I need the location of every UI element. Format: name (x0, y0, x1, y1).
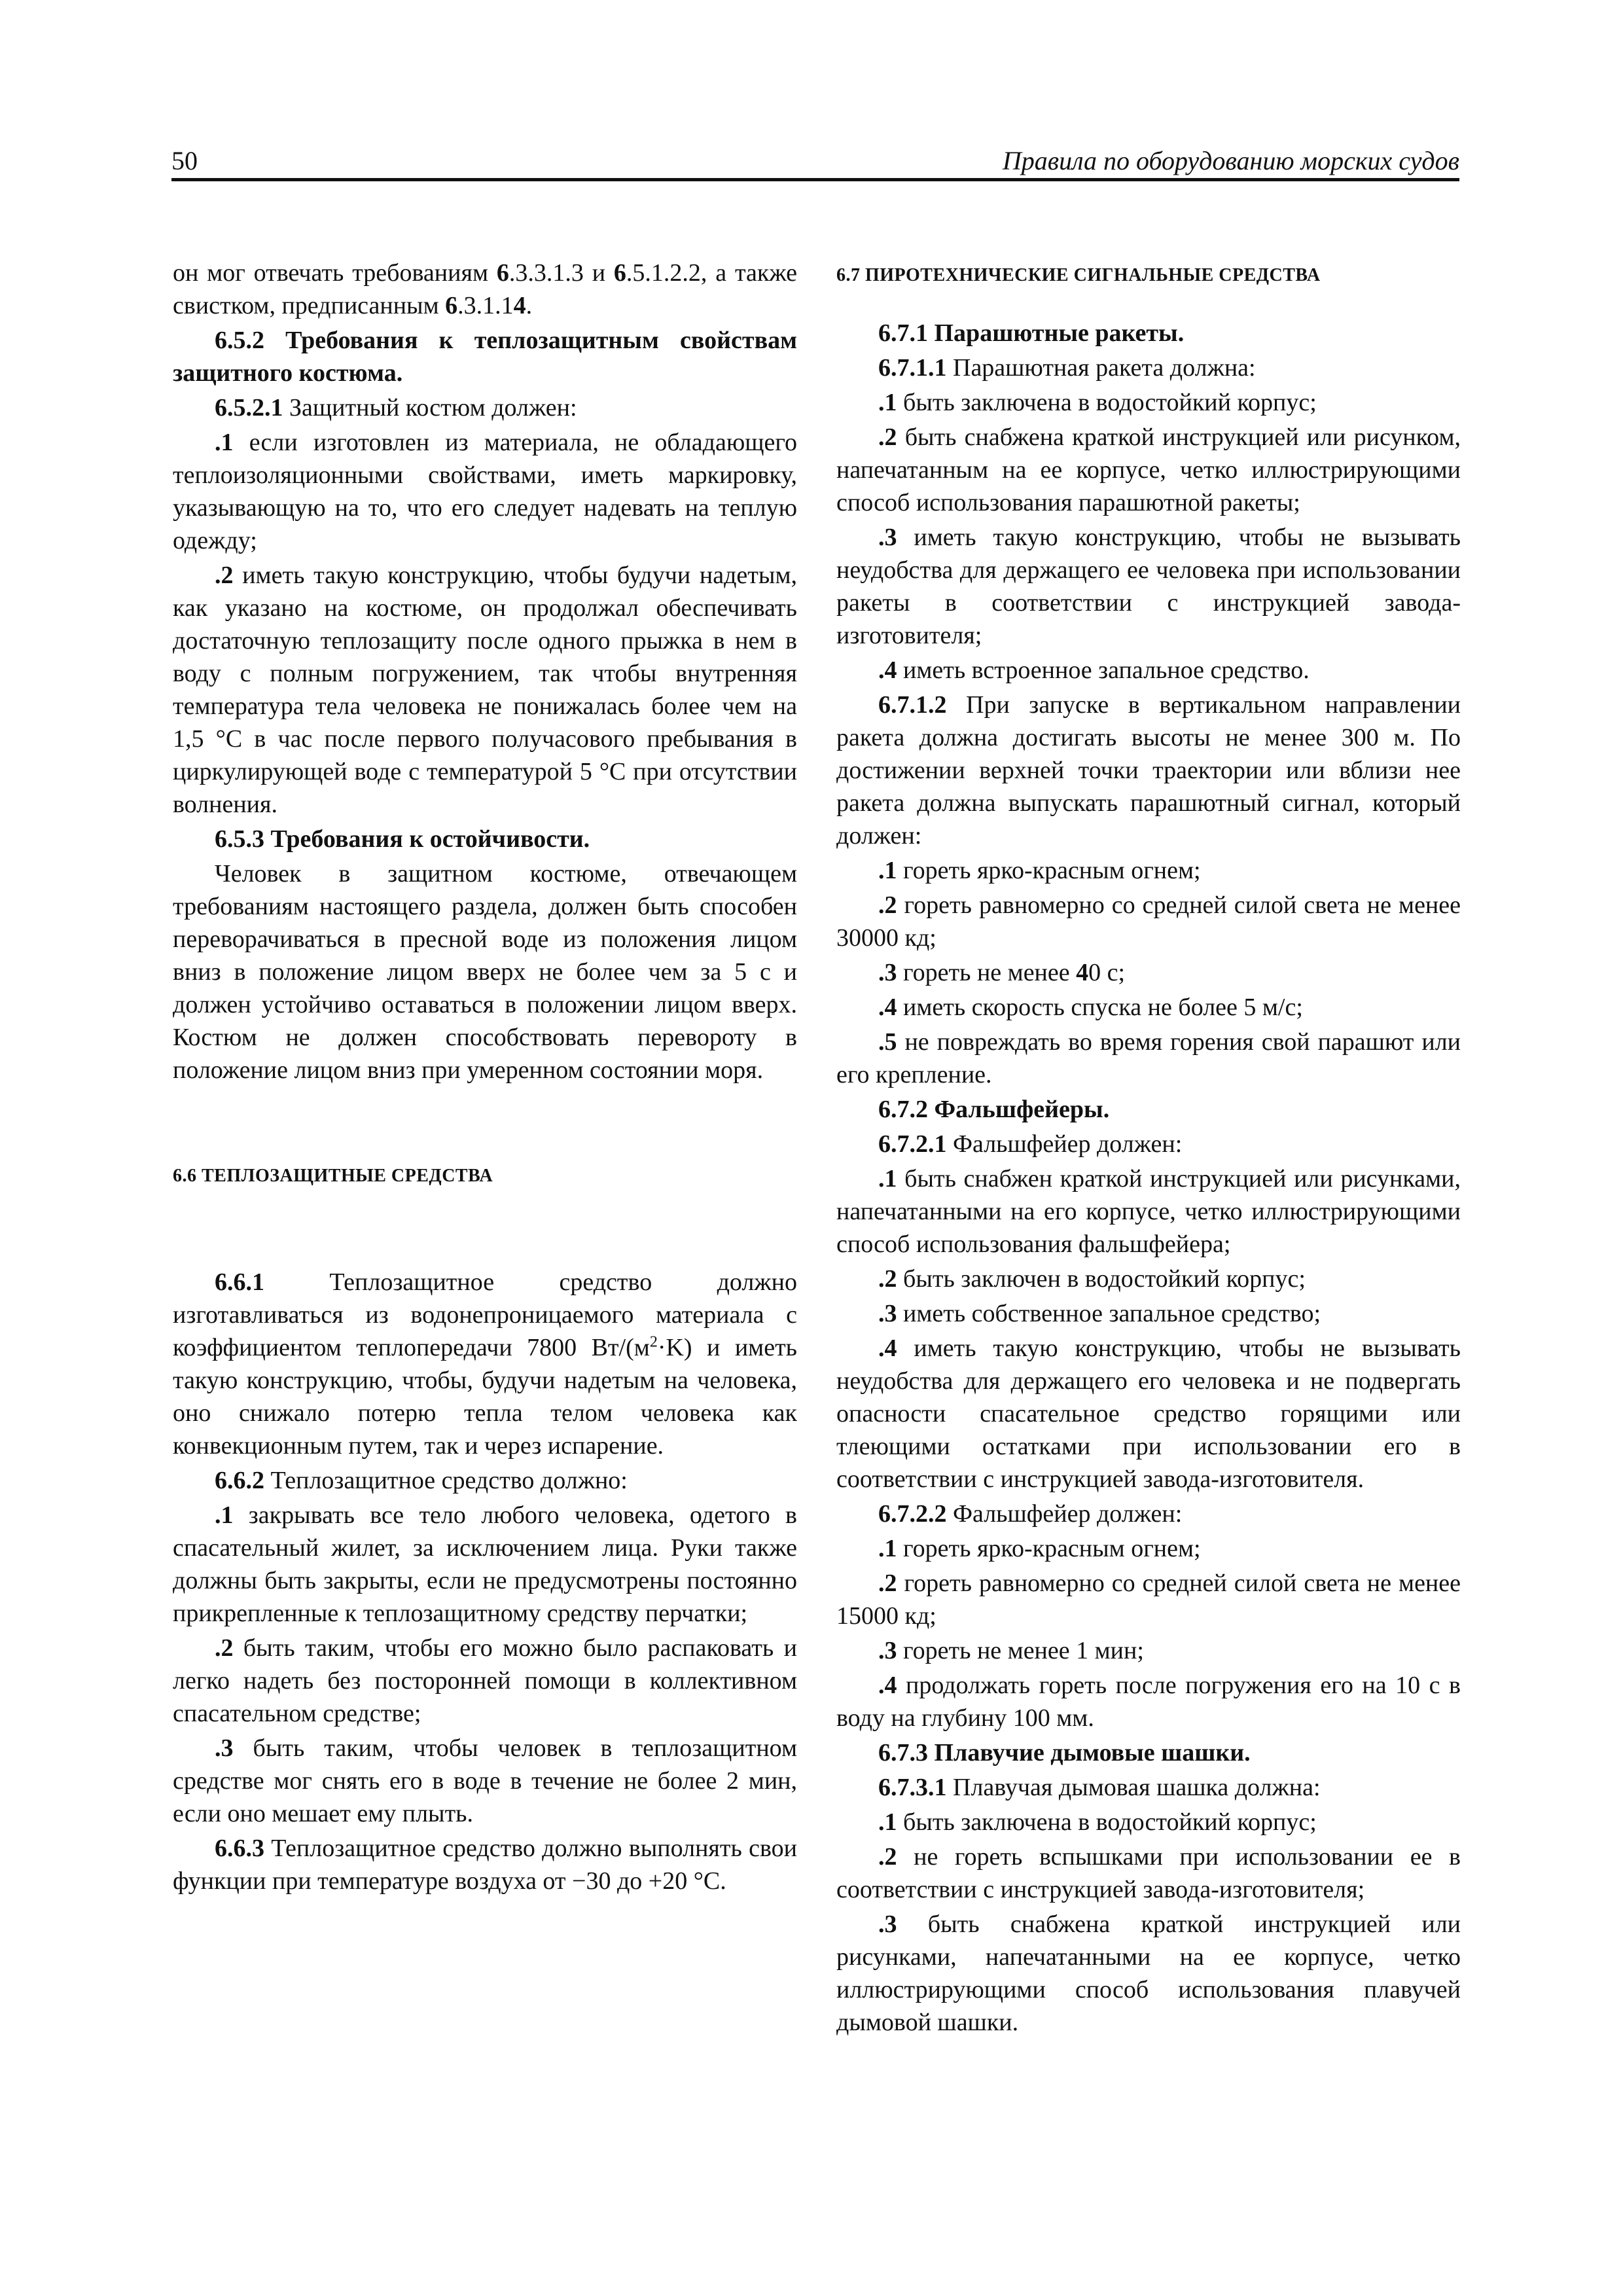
clause-number: 6.7.1.2 (878, 691, 947, 719)
text: Теплозащитное средство должно изготавливаться из водонепроницаемого материала с коэффициентом теплопередачи 7800 Вт/(м (173, 1268, 797, 1361)
item-number: .4 (878, 1672, 897, 1699)
clause-number: 6.6.2 (215, 1467, 264, 1494)
item-number: .1 (878, 1165, 897, 1193)
text: быть снабжена краткой инструкцией или рисунком, напечатанным на ее корпусе, четко иллюстрирующими способ использования парашютной ракеты; (836, 423, 1461, 516)
text: не гореть вспышками при использовании ее в соответствии с инструкцией завода-изготовителя; (836, 1843, 1461, 1903)
item-number: .3 (878, 1910, 897, 1938)
text: Парашютная ракета должна: (946, 354, 1256, 382)
paragraph-6-5-3: Человек в защитном костюме, отвечающем требованиям настоящего раздела, должен быть способен переворачиваться в пресной воде из положения лицом вниз в положение лицом вверх не более чем за 5 с и должен устойчиво оставаться в положении лицом вверх. Костюм не должен способствовать перевороту в положение лицом вниз при умеренном состоянии моря. (173, 860, 797, 1084)
list-item (836, 386, 1461, 419)
text: гореть ярко-красным огнем; (897, 1535, 1201, 1562)
text: быть таким, чтобы человек в теплозащитном средстве мог снять его в воде в течение не более 2 мин, если оно мешает ему плыть. (173, 1734, 797, 1827)
list-item (836, 991, 1461, 1024)
ref: 4 (513, 292, 526, 319)
text: 0 с; (1088, 959, 1126, 986)
ref: 6 (445, 292, 458, 319)
text: не повреждать во время горения свой парашют или его крепление. (836, 1028, 1461, 1088)
list-item (836, 1297, 1461, 1330)
clause-number: 6.7.1.1 (878, 354, 947, 382)
text: гореть равномерно со средней силой света не менее 30000 кд; (836, 891, 1461, 952)
item-number: .4 (878, 994, 897, 1021)
text: иметь такую конструкцию, чтобы не вызывать неудобства для держащего ее человека при использовании ракеты в соответствии с инструкцией завода-изготовителя; (836, 524, 1461, 649)
left-column (173, 257, 797, 1899)
text: Фальшфейер должен: (946, 1130, 1183, 1158)
text: гореть не менее (897, 959, 1077, 986)
list-item (173, 426, 797, 557)
text: .3.1.1 (457, 292, 514, 319)
item-number: .3 (878, 1300, 897, 1327)
list-item (836, 421, 1461, 519)
text: гореть ярко-красным огнем; (897, 857, 1201, 884)
text: Теплозащитное средство должно: (264, 1467, 628, 1494)
list-item (836, 1532, 1461, 1565)
text: закрывать все тело любого человека, одетого в спасательный жилет, за исключением лица. Руки также должны быть закрыты, если не предусмотрены постоянно прикрепленные к теплозащитному средству перчатки; (173, 1501, 797, 1627)
text: иметь такую конструкцию, чтобы будучи надетым, как указано на костюме, он продолжал обеспечивать достаточную теплозащиту после одного прыжка в нем в воду с полным погружением, так чтобы внутренняя температура тела человека не понижалась более чем на 1,5 °С в час после первого получасового пребывания в циркулирующей воде с температурой 5 °С при отсутствии волнения. (173, 562, 797, 818)
clause-number: 6.7.3.1 (878, 1774, 947, 1801)
list-item (173, 1499, 797, 1630)
clause-number: 6.7.2.1 (878, 1130, 947, 1158)
list-item (836, 521, 1461, 652)
clause-number: 6.6.1 (215, 1268, 264, 1296)
item-number: .2 (215, 562, 234, 589)
right-column (836, 257, 1461, 2041)
bold-digit: 4 (1076, 959, 1089, 986)
list-item (836, 1162, 1461, 1261)
header-rule (171, 178, 1459, 181)
text: он мог отвечать требованиям (173, 259, 497, 287)
list-item (836, 1332, 1461, 1496)
text: быть снабжена краткой инструкцией или рисунками, напечатанными на ее корпусе, четко иллюстрирующими способ использования плавучей дымовой шашки. (836, 1910, 1461, 2036)
item-number: .2 (215, 1634, 234, 1662)
section-title-6-6: 6.6 ТЕПЛОЗАЩИТНЫЕ СРЕДСТВА (173, 1166, 493, 1186)
item-number: .3 (878, 524, 897, 551)
text: гореть равномерно со средней силой света не менее 15000 кд; (836, 1570, 1461, 1630)
item-number: .1 (878, 389, 897, 416)
item-number: .3 (878, 1637, 897, 1664)
paragraph-6-7-1-1 (836, 351, 1461, 384)
list-item (836, 1806, 1461, 1839)
text: иметь такую конструкцию, чтобы не вызывать неудобства для держащего его человека и не подвергать опасности спасательное средство горящими или тлеющими остатками при использовании его в соответствии с инструкцией завода-изготовителя. (836, 1335, 1461, 1493)
item-number: .1 (878, 1808, 897, 1836)
item-number: .2 (878, 423, 897, 451)
heading-6-7-1: 6.7.1 Парашютные ракеты. (878, 319, 1185, 347)
text: Теплозащитное средство должно выполнять свои функции при температуре воздуха от −30 до +20 °С. (173, 1835, 797, 1895)
item-number: .1 (878, 1535, 897, 1562)
list-item (836, 1567, 1461, 1632)
clause-number: 6.7.2.2 (878, 1500, 947, 1528)
item-number: .1 (215, 1501, 234, 1529)
paragraph-6-5-2-1 (173, 391, 797, 424)
clause-number: 6.6.3 (215, 1835, 264, 1862)
text: .5.1.2.2, а также свистком, предписанным (173, 259, 797, 319)
paragraph-continuation (173, 257, 797, 322)
running-title: Правила по оборудованию морских судов (1002, 146, 1459, 175)
item-number: .1 (215, 429, 234, 456)
list-item (836, 956, 1461, 989)
list-item (836, 1840, 1461, 1906)
section-title-6-7: 6.7 ПИРОТЕХНИЧЕСКИЕ СИГНАЛЬНЫЕ СРЕДСТВА (836, 265, 1321, 285)
list-item (173, 1732, 797, 1830)
text: гореть не менее 1 мин; (897, 1637, 1144, 1664)
text: иметь собственное запальное средство; (897, 1300, 1321, 1327)
item-number: .4 (878, 1335, 897, 1362)
item-number: .3 (878, 959, 897, 986)
paragraph-6-7-3-1 (836, 1771, 1461, 1804)
list-item (836, 1908, 1461, 2039)
item-number: .4 (878, 656, 897, 684)
text: продолжать гореть после погружения его на 10 с в воду на глубину 100 мм. (836, 1672, 1461, 1732)
item-number: .2 (878, 1843, 897, 1871)
list-item (173, 1632, 797, 1730)
text: . (526, 292, 533, 319)
paragraph-6-7-2-1 (836, 1128, 1461, 1160)
list-item (836, 1669, 1461, 1734)
paragraph-6-7-2-2 (836, 1498, 1461, 1530)
list-item (836, 1263, 1461, 1295)
list-item (173, 559, 797, 821)
item-number: .2 (878, 1570, 897, 1597)
text: быть снабжен краткой инструкцией или рисунками, напечатанными на его корпусе, четко иллюстрирующими способ использования фальшфейера; (836, 1165, 1461, 1258)
clause-number: 6.5.2.1 (215, 394, 283, 422)
list-item (836, 1634, 1461, 1667)
heading-6-5-3: 6.5.3 Требования к остойчивости. (215, 825, 590, 853)
text: иметь скорость спуска не более 5 м/с; (897, 994, 1303, 1021)
text: .3.3.1.3 и (508, 259, 614, 287)
list-item (836, 1026, 1461, 1091)
page-number: 50 (171, 146, 198, 175)
text: ·K) и иметь такую конструкцию, чтобы, будучи надетым на человека, оно снижало потерю тепла телом человека как конвекционным путем, так и через испарение. (173, 1334, 798, 1460)
heading-6-7-3: 6.7.3 Плавучие дымовые шашки. (878, 1739, 1251, 1767)
text: быть заключен в водостойкий корпус; (897, 1265, 1306, 1293)
list-item (836, 854, 1461, 887)
text: При запуске в вертикальном направлении ракета должна достигать высоты не менее 300 м. По достижении верхней точки траектории или вблизи нее ракета должна выпускать парашютный сигнал, который должен: (836, 691, 1461, 850)
text: если изготовлен из материала, не обладающего теплоизоляционными свойствами, иметь маркировку, указывающую на то, что его следует надевать на теплую одежду; (173, 429, 797, 554)
item-number: .1 (878, 857, 897, 884)
text: быть заключена в водостойкий корпус; (897, 389, 1317, 416)
text: иметь встроенное запальное средство. (897, 656, 1310, 684)
ref: 6 (496, 259, 509, 287)
item-number: .2 (878, 891, 897, 919)
text: Фальшфейер должен: (946, 1500, 1183, 1528)
list-item (836, 654, 1461, 687)
paragraph-6-7-1-2 (836, 689, 1461, 852)
item-number: .2 (878, 1265, 897, 1293)
text: Плавучая дымовая шашка должна: (946, 1774, 1321, 1801)
text: быть таким, чтобы его можно было распаковать и легко надеть без посторонней помощи в коллективном спасательном средстве; (173, 1634, 797, 1727)
paragraph-6-6-1 (173, 1266, 797, 1462)
paragraph-6-6-2 (173, 1464, 797, 1497)
heading-6-7-2: 6.7.2 Фальшфейеры. (878, 1096, 1110, 1123)
superscript: 2 (649, 1333, 658, 1351)
text: быть заключена в водостойкий корпус; (897, 1808, 1317, 1836)
list-item (836, 889, 1461, 954)
item-number: .3 (215, 1734, 234, 1762)
text: Защитный костюм должен: (283, 394, 577, 422)
ref: 6 (613, 259, 626, 287)
heading-6-5-2: 6.5.2 Требования к теплозащитным свойствам защитного костюма. (173, 327, 797, 387)
item-number: .5 (878, 1028, 897, 1056)
paragraph-6-6-3 (173, 1832, 797, 1897)
